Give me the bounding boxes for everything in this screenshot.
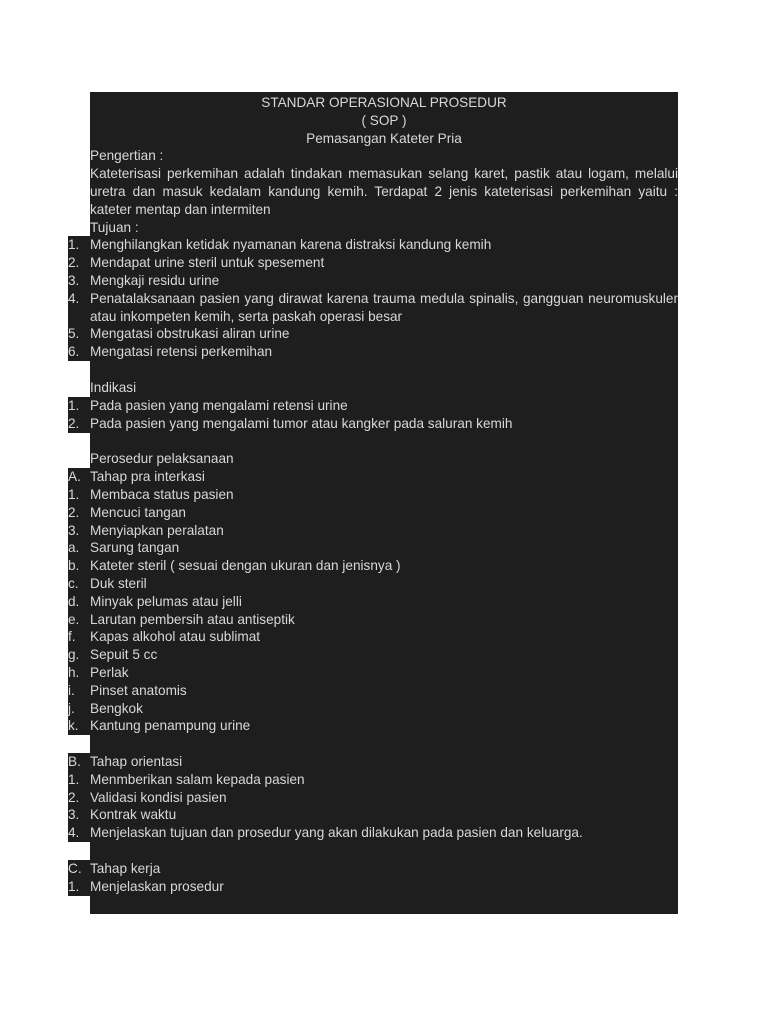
list-marker: 1. bbox=[68, 397, 80, 413]
list-item bbox=[68, 593, 678, 611]
list-item bbox=[68, 397, 678, 415]
list-item bbox=[68, 789, 678, 807]
list-marker: 2. bbox=[68, 415, 80, 431]
list-item bbox=[68, 611, 678, 629]
list-marker: f. bbox=[68, 629, 76, 645]
list-item-text: Menyiapkan peralatan bbox=[90, 522, 224, 538]
list-marker: h. bbox=[68, 664, 80, 680]
list-marker: 5. bbox=[68, 326, 80, 342]
list-item bbox=[68, 628, 678, 646]
section-spacer bbox=[68, 432, 678, 450]
list-item-text: Minyak pelumas atau jelli bbox=[90, 593, 242, 609]
list-item-text: Menghilangkan ketidak nyamanan karena distraksi kandung kemih bbox=[90, 237, 492, 253]
list-item bbox=[68, 290, 678, 326]
list-item-text: Kateter steril ( sesuai dengan ukuran dan jenisnya ) bbox=[90, 558, 401, 574]
list-marker: c. bbox=[68, 575, 79, 591]
prosedur-label: Perosedur pelaksanaan bbox=[90, 451, 234, 467]
subsection-marker: A. bbox=[68, 469, 81, 485]
list-item-text: Menmberikan salam kepada pasien bbox=[90, 771, 305, 787]
subsection-heading bbox=[68, 860, 678, 878]
subsection-title: Tahap orientasi bbox=[90, 754, 183, 770]
subsection-marker: B. bbox=[68, 754, 81, 770]
section-prosedur-heading bbox=[68, 450, 678, 468]
document-subtitle: Pemasangan Kateter Pria bbox=[306, 130, 462, 146]
list-item-text: Validasi kondisi pasien bbox=[90, 789, 227, 805]
section-spacer bbox=[68, 842, 678, 860]
list-item-text: Mengatasi retensi perkemihan bbox=[90, 344, 273, 360]
list-marker: k. bbox=[68, 718, 79, 734]
list-marker: 2. bbox=[68, 789, 80, 805]
list-marker: 6. bbox=[68, 344, 80, 360]
list-item bbox=[68, 486, 678, 504]
sop-document bbox=[68, 94, 678, 896]
list-item bbox=[68, 878, 678, 896]
list-item-text: Pada pasien yang mengalami tumor atau kangker pada saluran kemih bbox=[90, 415, 513, 431]
subsection-title: Tahap kerja bbox=[90, 861, 161, 877]
document-abbreviation: ( SOP ) bbox=[361, 112, 407, 128]
list-item bbox=[68, 682, 678, 700]
list-marker: 3. bbox=[68, 522, 80, 538]
list-marker: 1. bbox=[68, 237, 80, 253]
list-item bbox=[68, 575, 678, 593]
list-item bbox=[68, 254, 678, 272]
list-marker: j. bbox=[68, 700, 75, 716]
list-item-text: Perlak bbox=[90, 664, 129, 680]
list-item-text: Sepuit 5 cc bbox=[90, 647, 158, 663]
section-spacer bbox=[68, 361, 678, 379]
list-marker: a. bbox=[68, 540, 80, 556]
list-marker: i. bbox=[68, 682, 75, 698]
pengertian-body: Kateterisasi perkemihan adalah tindakan memasukan selang karet, pastik atau logam, melalui uretra dan masuk kedalam kandung kemih. Terdapat 2 jenis kateterisasi perkemihan yaitu : kateter mentap dan intermiten bbox=[90, 166, 678, 217]
pengertian-label: Pengertian : bbox=[90, 148, 164, 164]
list-item-text: Larutan pembersih atau antiseptik bbox=[90, 611, 295, 627]
list-item-text: Duk steril bbox=[90, 575, 147, 591]
list-item-text: Kantung penampung urine bbox=[90, 718, 251, 734]
list-item bbox=[68, 504, 678, 522]
list-item-text: Bengkok bbox=[90, 700, 143, 716]
indikasi-label: Indikasi bbox=[90, 379, 137, 395]
list-marker: 2. bbox=[68, 255, 80, 271]
tujuan-label: Tujuan : bbox=[90, 219, 139, 235]
list-item-text: Mengatasi obstrukasi aliran urine bbox=[90, 326, 290, 342]
list-item-text: Penatalaksanaan pasien yang dirawat karena trauma medula spinalis, gangguan neuromuskuler atau inkompeten kemih, serta paskah operasi besar bbox=[90, 290, 678, 324]
list-item bbox=[68, 717, 678, 735]
list-item bbox=[68, 272, 678, 290]
list-marker: 2. bbox=[68, 504, 80, 520]
list-item bbox=[68, 325, 678, 343]
list-marker: 1. bbox=[68, 878, 80, 894]
list-item-text: Pada pasien yang mengalami retensi urine bbox=[90, 397, 348, 413]
list-item-text: Pinset anatomis bbox=[90, 682, 187, 698]
list-item bbox=[68, 664, 678, 682]
list-marker: 4. bbox=[68, 825, 80, 841]
list-item-text: Membaca status pasien bbox=[90, 486, 234, 502]
list-item-text: Menjelaskan tujuan dan prosedur yang akan dilakukan pada pasien dan keluarga. bbox=[90, 825, 583, 841]
list-item-text: Kontrak waktu bbox=[90, 807, 177, 823]
list-marker: 3. bbox=[68, 807, 80, 823]
list-item-text: Mencuci tangan bbox=[90, 504, 186, 520]
list-item bbox=[68, 824, 678, 842]
document-title: STANDAR OPERASIONAL PROSEDUR bbox=[261, 95, 507, 110]
list-item bbox=[68, 806, 678, 824]
list-item bbox=[68, 539, 678, 557]
list-item bbox=[68, 646, 678, 664]
list-item bbox=[68, 771, 678, 789]
list-item-text: Menjelaskan prosedur bbox=[90, 878, 224, 894]
list-item bbox=[68, 236, 678, 254]
list-item bbox=[68, 522, 678, 540]
list-marker: 4. bbox=[68, 290, 80, 306]
list-marker: 1. bbox=[68, 771, 80, 787]
list-item bbox=[68, 557, 678, 575]
list-item bbox=[68, 415, 678, 433]
section-tujuan-heading bbox=[68, 219, 678, 237]
subsection-marker: C. bbox=[68, 861, 82, 877]
list-item-text: Mendapat urine steril untuk spesement bbox=[90, 255, 325, 271]
list-item bbox=[68, 343, 678, 361]
section-indikasi-heading bbox=[68, 379, 678, 397]
section-pengertian-heading bbox=[68, 147, 678, 165]
list-marker: 3. bbox=[68, 272, 80, 288]
pengertian-paragraph bbox=[68, 165, 678, 218]
list-marker: 1. bbox=[68, 486, 80, 502]
list-item-text: Kapas alkohol atau sublimat bbox=[90, 629, 261, 645]
list-marker: d. bbox=[68, 593, 80, 609]
subsection-title: Tahap pra interkasi bbox=[90, 469, 205, 485]
list-marker: b. bbox=[68, 558, 80, 574]
list-marker: e. bbox=[68, 611, 80, 627]
subsection-heading bbox=[68, 468, 678, 486]
list-marker: g. bbox=[68, 647, 80, 663]
list-item bbox=[68, 700, 678, 718]
section-spacer bbox=[68, 735, 678, 753]
subsection-heading bbox=[68, 753, 678, 771]
list-item-text: Mengkaji residu urine bbox=[90, 272, 220, 288]
list-item-text: Sarung tangan bbox=[90, 540, 180, 556]
